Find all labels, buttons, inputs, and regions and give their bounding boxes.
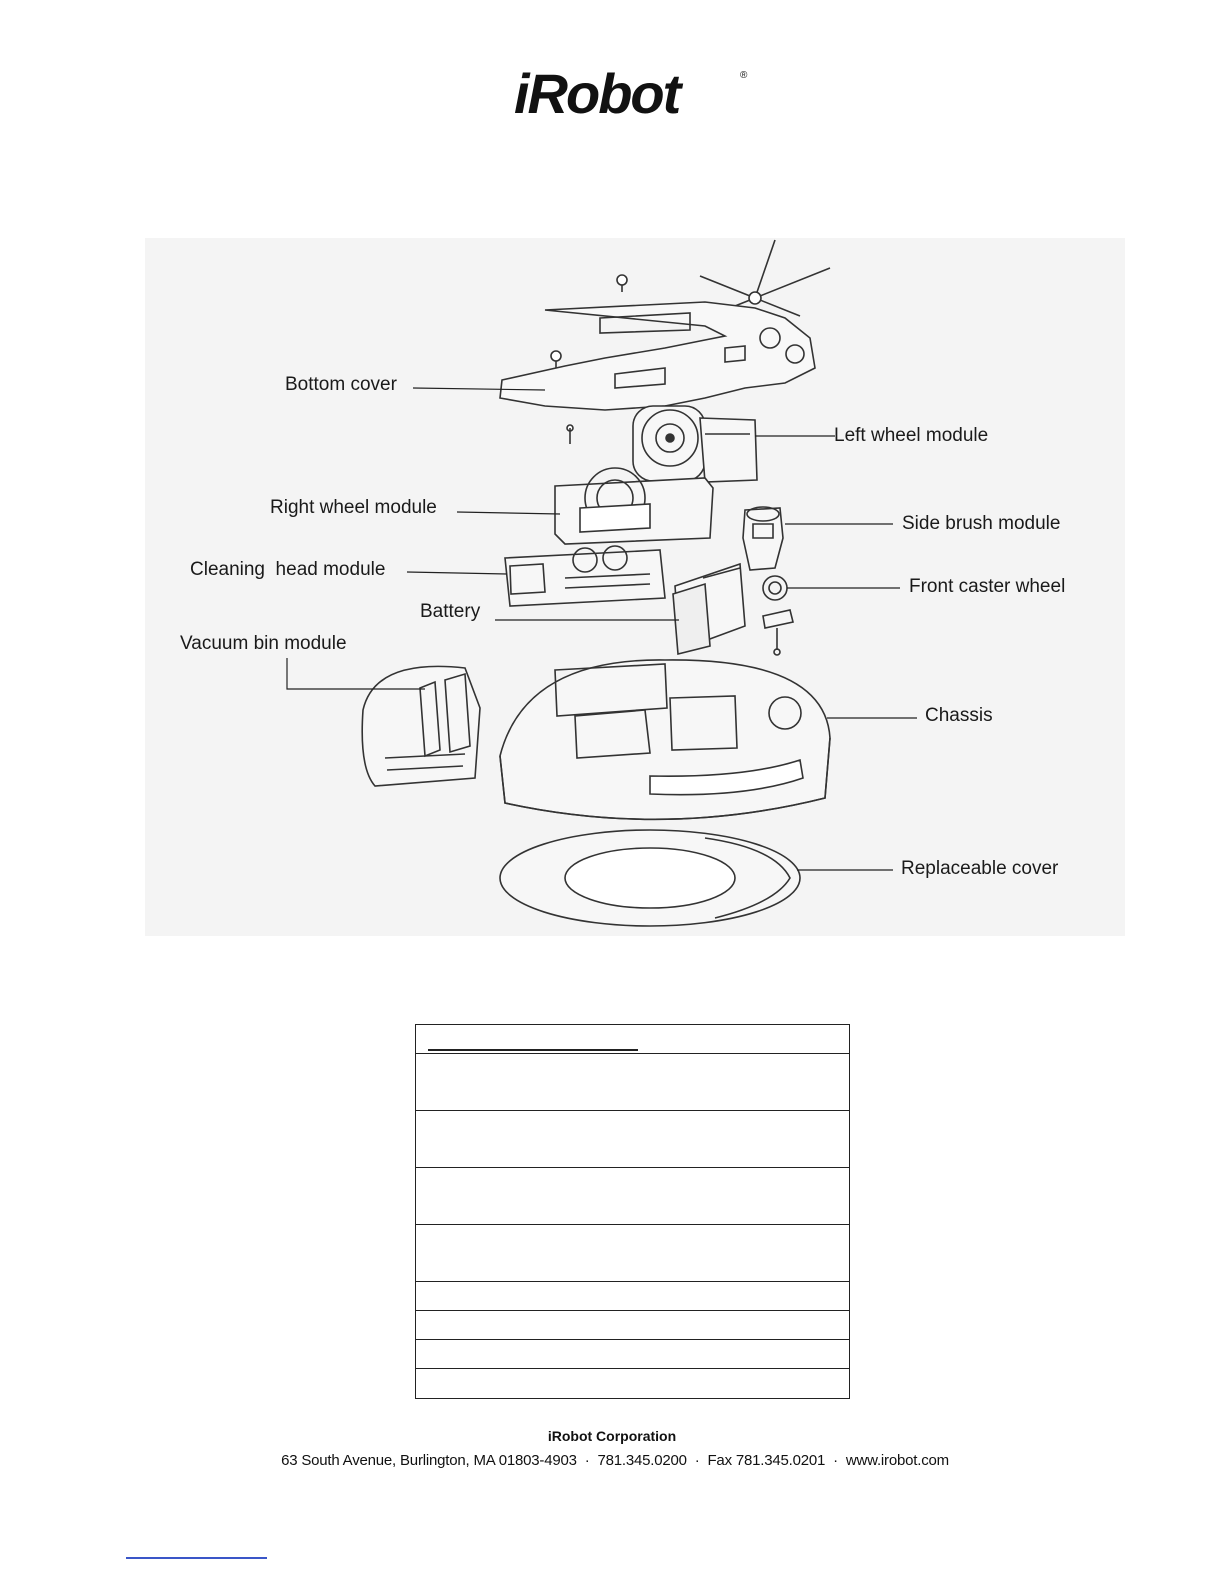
footer-company-name: iRobot Corporation — [547, 1428, 677, 1444]
footer-address: 63 South Avenue, Burlington, MA 01803-4903 · 781.345.0200 · Fax 781.345.0201 · www.irobot.com — [281, 1452, 949, 1469]
label-vacuum-bin-module: Vacuum bin module — [180, 633, 347, 654]
cleaning-head-module-drawing — [505, 546, 665, 606]
replaceable-cover-drawing — [500, 830, 800, 926]
table-header-row — [416, 1025, 849, 1054]
label-front-caster-wheel: Front caster wheel — [909, 576, 1066, 597]
vacuum-bin-module-drawing — [362, 666, 480, 786]
table-row — [416, 1340, 849, 1369]
irobot-logo — [514, 66, 754, 120]
label-right-wheel-module: Right wheel module — [270, 497, 437, 518]
table-row — [416, 1282, 849, 1311]
header-underline — [428, 1049, 638, 1051]
battery-drawing — [673, 564, 745, 654]
label-chassis: Chassis — [925, 705, 993, 726]
label-cleaning-head-module: Cleaning head module — [190, 559, 386, 580]
bottom-link-underline[interactable] — [126, 1557, 267, 1559]
table-row — [416, 1311, 849, 1340]
logo-text: iRobot — [514, 66, 680, 120]
table-row — [416, 1111, 849, 1168]
label-left-wheel-module: Left wheel module — [834, 425, 989, 446]
table-row — [416, 1168, 849, 1225]
table-row — [416, 1054, 849, 1111]
label-side-brush-module: Side brush module — [902, 513, 1061, 534]
label-battery: Battery — [420, 601, 481, 622]
table-row — [416, 1225, 849, 1282]
chassis-drawing — [500, 660, 830, 819]
parts-table — [415, 1024, 850, 1399]
side-brush-module-drawing — [743, 507, 783, 570]
label-replaceable-cover: Replaceable cover — [901, 858, 1059, 879]
registered-mark: ® — [740, 70, 748, 81]
right-wheel-module-drawing — [555, 468, 713, 544]
left-wheel-module-drawing — [633, 406, 757, 482]
label-bottom-cover: Bottom cover — [285, 374, 397, 395]
exploded-view-diagram — [145, 238, 1125, 936]
bottom-cover-drawing — [500, 302, 815, 410]
table-row — [416, 1369, 849, 1398]
